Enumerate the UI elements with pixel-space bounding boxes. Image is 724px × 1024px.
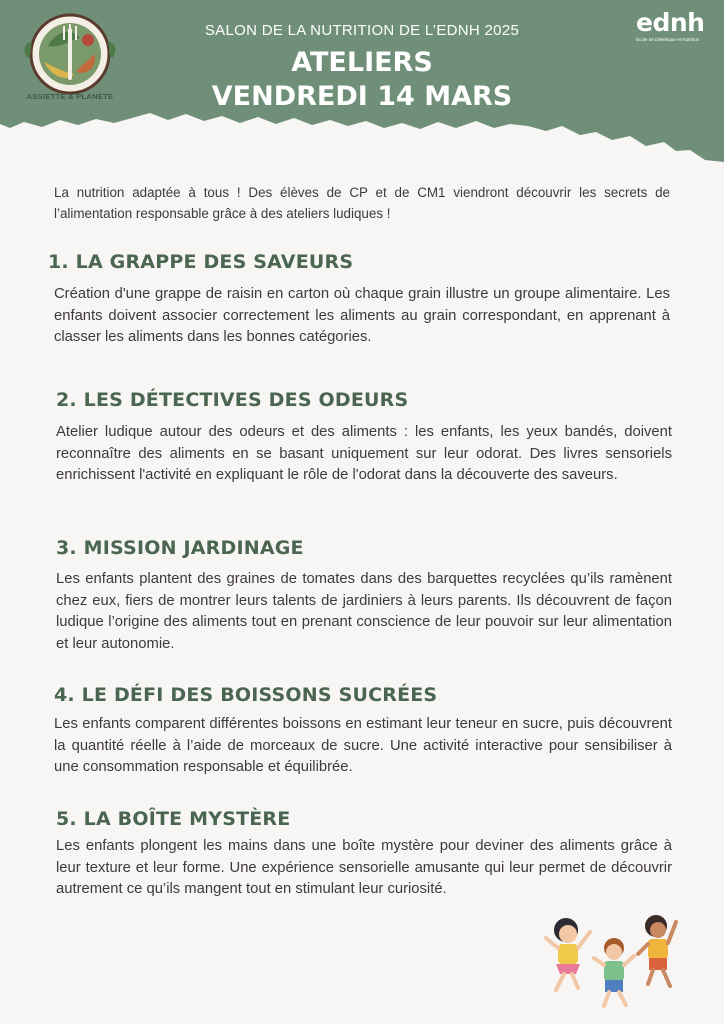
kids-illustration xyxy=(538,908,688,1016)
workshop-3-title: 3. MISSION JARDINAGE xyxy=(56,537,304,559)
logo-caption: ASSIETTE & PLANÈTE xyxy=(26,92,114,101)
page-header xyxy=(0,0,724,170)
ednh-logo xyxy=(636,10,718,43)
title-line-2: VENDREDI 14 MARS xyxy=(211,81,513,112)
workshop-4-title: 4. LE DÉFI DES BOISSONS SUCRÉES xyxy=(54,684,438,706)
title-line-1: ATELIERS xyxy=(291,47,433,78)
workshop-5-text: Les enfants plongent les mains dans une boîte mystère pour deviner des aliments grâce à leur texture et leur forme. Une expérience sensorielle amusante qui leur permet de découvrir autrement ce qu’ils mangent tout en stimulant leur curiosité. xyxy=(56,838,672,898)
event-name: SALON DE LA NUTRITION DE L’EDNH 2025 xyxy=(204,22,520,39)
workshop-1-text: Création d'une grappe de raisin en carton où chaque grain illustre un groupe alimentaire. Les enfants doivent associer correctement les aliments au grain correspondant, en apprenant à classer les aliments dans les bonnes catégories. xyxy=(54,286,670,346)
ednh-logo-mark: ednh xyxy=(636,8,705,37)
ednh-logo-subtitle: École de Diététique et Nutrition xyxy=(636,37,700,42)
workshop-2-text: Atelier ludique autour des odeurs et des aliments : les enfants, les yeux bandés, doivent reconnaître des aliments en se basant uniquement sur leur odorat. Des livres sensoriels enrichissent l'activité en expliquant le rôle de l'odorat dans la découverte des saveurs. xyxy=(56,424,672,484)
workshop-5-title: 5. LA BOÎTE MYSTÈRE xyxy=(56,808,291,830)
workshop-3-text: Les enfants plantent des graines de tomates dans des barquettes recyclées qu’ils ramènent chez eux, fiers de montrer leurs talents de jardiniers à leurs parents. Ils découvrent de façon ludique l’origine des aliments tout en prenant conscience de leur pouvoir sur leur alimentation et leur autonomie. xyxy=(56,571,672,652)
workshop-4-text: Les enfants comparent différentes boissons en estimant leur teneur en sucre, puis découvrent la quantité réelle à l’aide de morceaux de sucre. Une activité interactive pour sensibiliser à une consommation responsable et équilibrée. xyxy=(54,716,672,776)
page-title xyxy=(150,46,574,114)
workshop-1-title: 1. LA GRAPPE DES SAVEURS xyxy=(48,251,354,273)
intro-paragraph: La nutrition adaptée à tous ! Des élèves de CP et de CM1 viendront découvrir les secrets de l’alimentation responsable grâce à des ateliers ludiques ! xyxy=(54,185,670,221)
workshop-2-title: 2. LES DÉTECTIVES DES ODEURS xyxy=(56,389,409,411)
